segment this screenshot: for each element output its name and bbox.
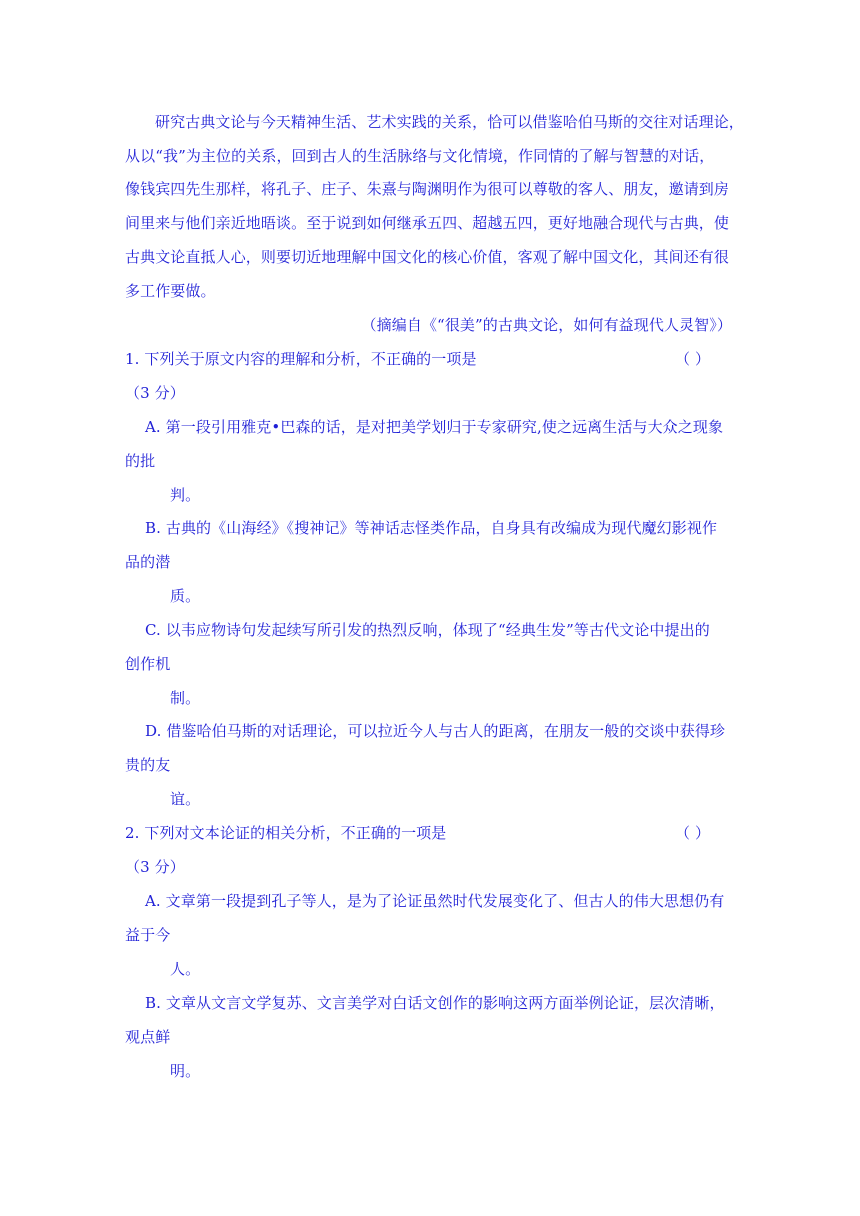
option-b-line: B. 文章从文言文学复苏、文言美学对白话文创作的影响这两方面举例论证，层次清晰， (145, 994, 725, 1012)
passage-line: 多工作要做。 (125, 282, 216, 300)
option-a-line: 判。 (170, 486, 201, 504)
answer-bracket: （ ） (675, 350, 711, 368)
option-d-line: 贵的友 (125, 756, 171, 774)
passage-line: 间里来与他们亲近地晤谈。至于说到如何继承五四、超越五四，更好地融合现代与古典，使 (125, 214, 730, 232)
passage-line: 从以“我”为主位的关系，回到古人的生活脉络与文化情境，作同情的了解与智慧的对话， (125, 147, 715, 165)
option-d-line: D. 借鉴哈伯马斯的对话理论，可以拉近今人与古人的距离，在朋友一般的交谈中获得珍 (145, 722, 726, 740)
answer-bracket: （ ） (675, 824, 711, 842)
option-a-line: 的批 (125, 452, 156, 470)
option-c-line: 制。 (170, 689, 201, 707)
option-b-line: 品的潜 (125, 553, 171, 571)
passage-line: 古典文论直抵人心，则要切近地理解中国文化的核心价值，客观了解中国文化，其间还有很 (125, 248, 730, 266)
question-score: （3 分） (125, 384, 185, 402)
option-c-line: 创作机 (125, 655, 171, 673)
option-c-line: C. 以韦应物诗句发起续写所引发的热烈反响，体现了“经典生发”等古代文论中提出的 (145, 621, 710, 639)
question-stem: 2. 下列对文本论证的相关分析，不正确的一项是 (125, 824, 447, 842)
passage-line: 像钱宾四先生那样，将孔子、庄子、朱熹与陶渊明作为很可以尊敬的客人、朋友，邀请到房 (125, 180, 730, 198)
option-d-line: 谊。 (170, 790, 201, 808)
option-a-line: 人。 (170, 960, 201, 978)
option-b-line: 质。 (170, 587, 201, 605)
option-a-line: A. 第一段引用雅克•巴森的话，是对把美学划归于专家研究,使之远离生活与大众之现象 (145, 418, 724, 436)
option-a-line: 益于今 (125, 926, 171, 944)
option-b-line: 明。 (170, 1062, 201, 1080)
question-score: （3 分） (125, 858, 185, 876)
source-citation: （摘编自《“很美”的古典文论，如何有益现代人灵智》） (361, 316, 732, 334)
option-b-line: 观点鲜 (125, 1028, 171, 1046)
passage-line: 研究古典文论与今天精神生活、艺术实践的关系，恰可以借鉴哈伯马斯的交往对话理论， (155, 113, 744, 131)
question-stem: 1. 下列关于原文内容的理解和分析，不正确的一项是 (125, 350, 477, 368)
option-a-line: A. 文章第一段提到孔子等人，是为了论证虽然时代发展变化了、但古人的伟大思想仍有 (145, 892, 725, 910)
option-b-line: B. 古典的《山海经》《搜神记》等神话志怪类作品，自身具有改编成为现代魔幻影视作 (145, 519, 718, 537)
